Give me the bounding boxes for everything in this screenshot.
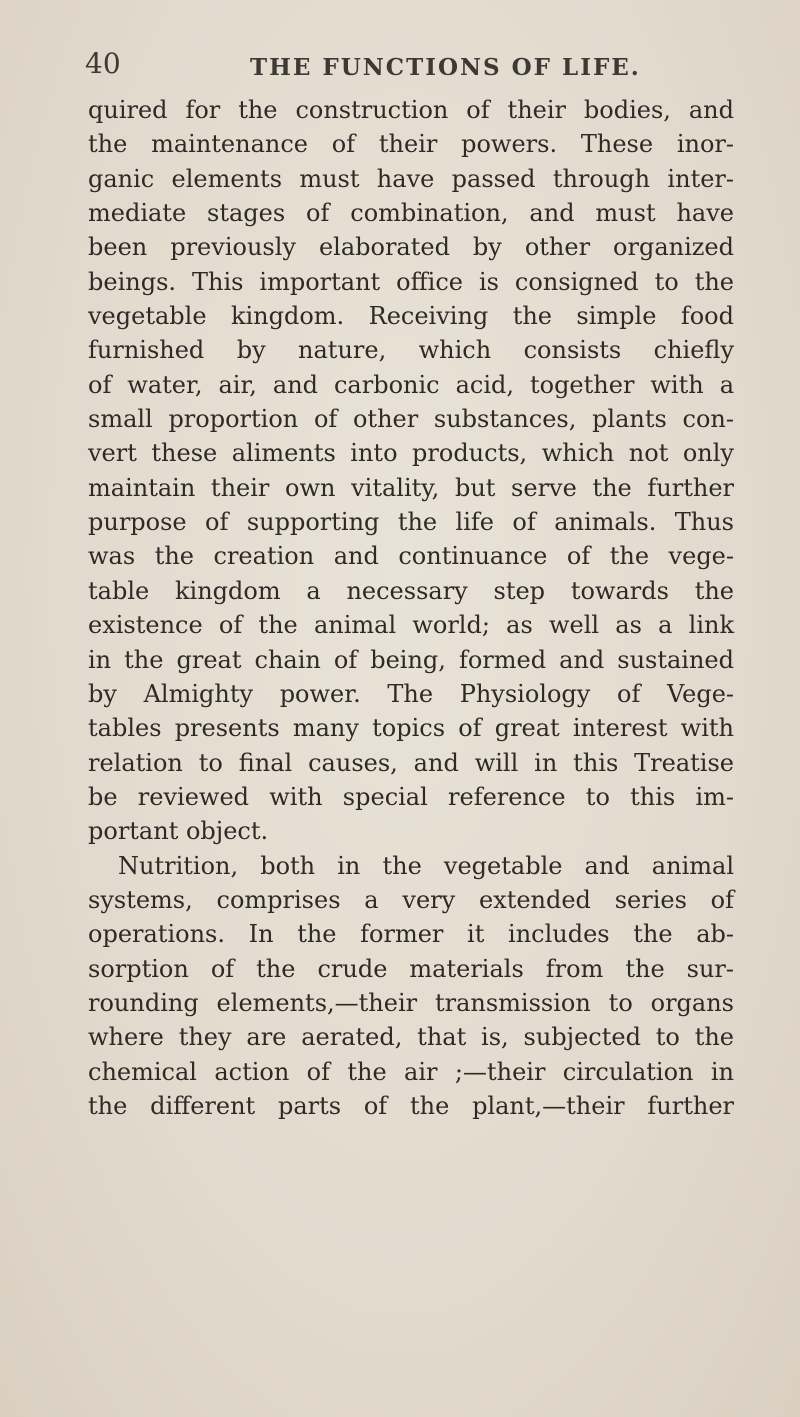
text-line: systems, comprises a very extended series of: [88, 885, 734, 914]
text-line: vert these aliments into products, which not only: [88, 439, 734, 468]
text-line: vegetable kingdom. Receiving the simple food: [88, 302, 734, 331]
page-header: [85, 44, 742, 84]
paragraph-start-line: Nutrition, both in the vegetable and animal: [118, 851, 734, 880]
running-title: THE FUNCTIONS OF LIFE.: [250, 54, 641, 81]
text-line: rounding elements,—their transmission to organs: [88, 988, 734, 1017]
text-line: quired for the construction of their bodies, and: [88, 96, 734, 124]
text-line: the different parts of the plant,—their further: [88, 1091, 734, 1120]
text-line: ganic elements must have passed through inter-: [88, 164, 734, 193]
paragraph-end-line: portant object.: [88, 817, 269, 846]
text-line: tables presents many topics of great interest with: [88, 714, 734, 743]
text-line: of water, air, and carbonic acid, together with a: [88, 370, 734, 399]
page-number: 40: [85, 47, 121, 80]
text-line: sorption of the crude materials from the sur-: [88, 954, 734, 983]
text-line: where they are aerated, that is, subjected to the: [88, 1023, 734, 1052]
text-line: be reviewed with special reference to this im-: [88, 782, 734, 811]
text-line: chemical action of the air ;—their circulation in: [88, 1057, 734, 1086]
text-line: small proportion of other substances, plants con-: [88, 405, 734, 434]
text-line: in the great chain of being, formed and sustained: [88, 645, 734, 674]
text-line: was the creation and continuance of the vege-: [88, 542, 734, 571]
text-line: furnished by nature, which consists chiefly: [88, 336, 734, 365]
text-line: been previously elaborated by other organized: [88, 233, 734, 262]
text-line: relation to final causes, and will in this Treatise: [88, 748, 734, 777]
text-line: beings. This important office is consigned to the: [88, 267, 734, 296]
text-line: mediate stages of combination, and must have: [88, 199, 734, 228]
text-line: maintain their own vitality, but serve the further: [88, 473, 734, 502]
text-line: table kingdom a necessary step towards the: [88, 576, 734, 605]
text-line: the maintenance of their powers. These inor-: [88, 130, 734, 159]
text-line: by Almighty power. The Physiology of Vege-: [88, 679, 734, 708]
text-line: purpose of supporting the life of animals. Thus: [88, 508, 734, 537]
text-line: existence of the animal world; as well as a link: [88, 611, 734, 640]
body-text: [88, 93, 734, 1123]
text-line: operations. In the former it includes the ab-: [88, 920, 734, 949]
